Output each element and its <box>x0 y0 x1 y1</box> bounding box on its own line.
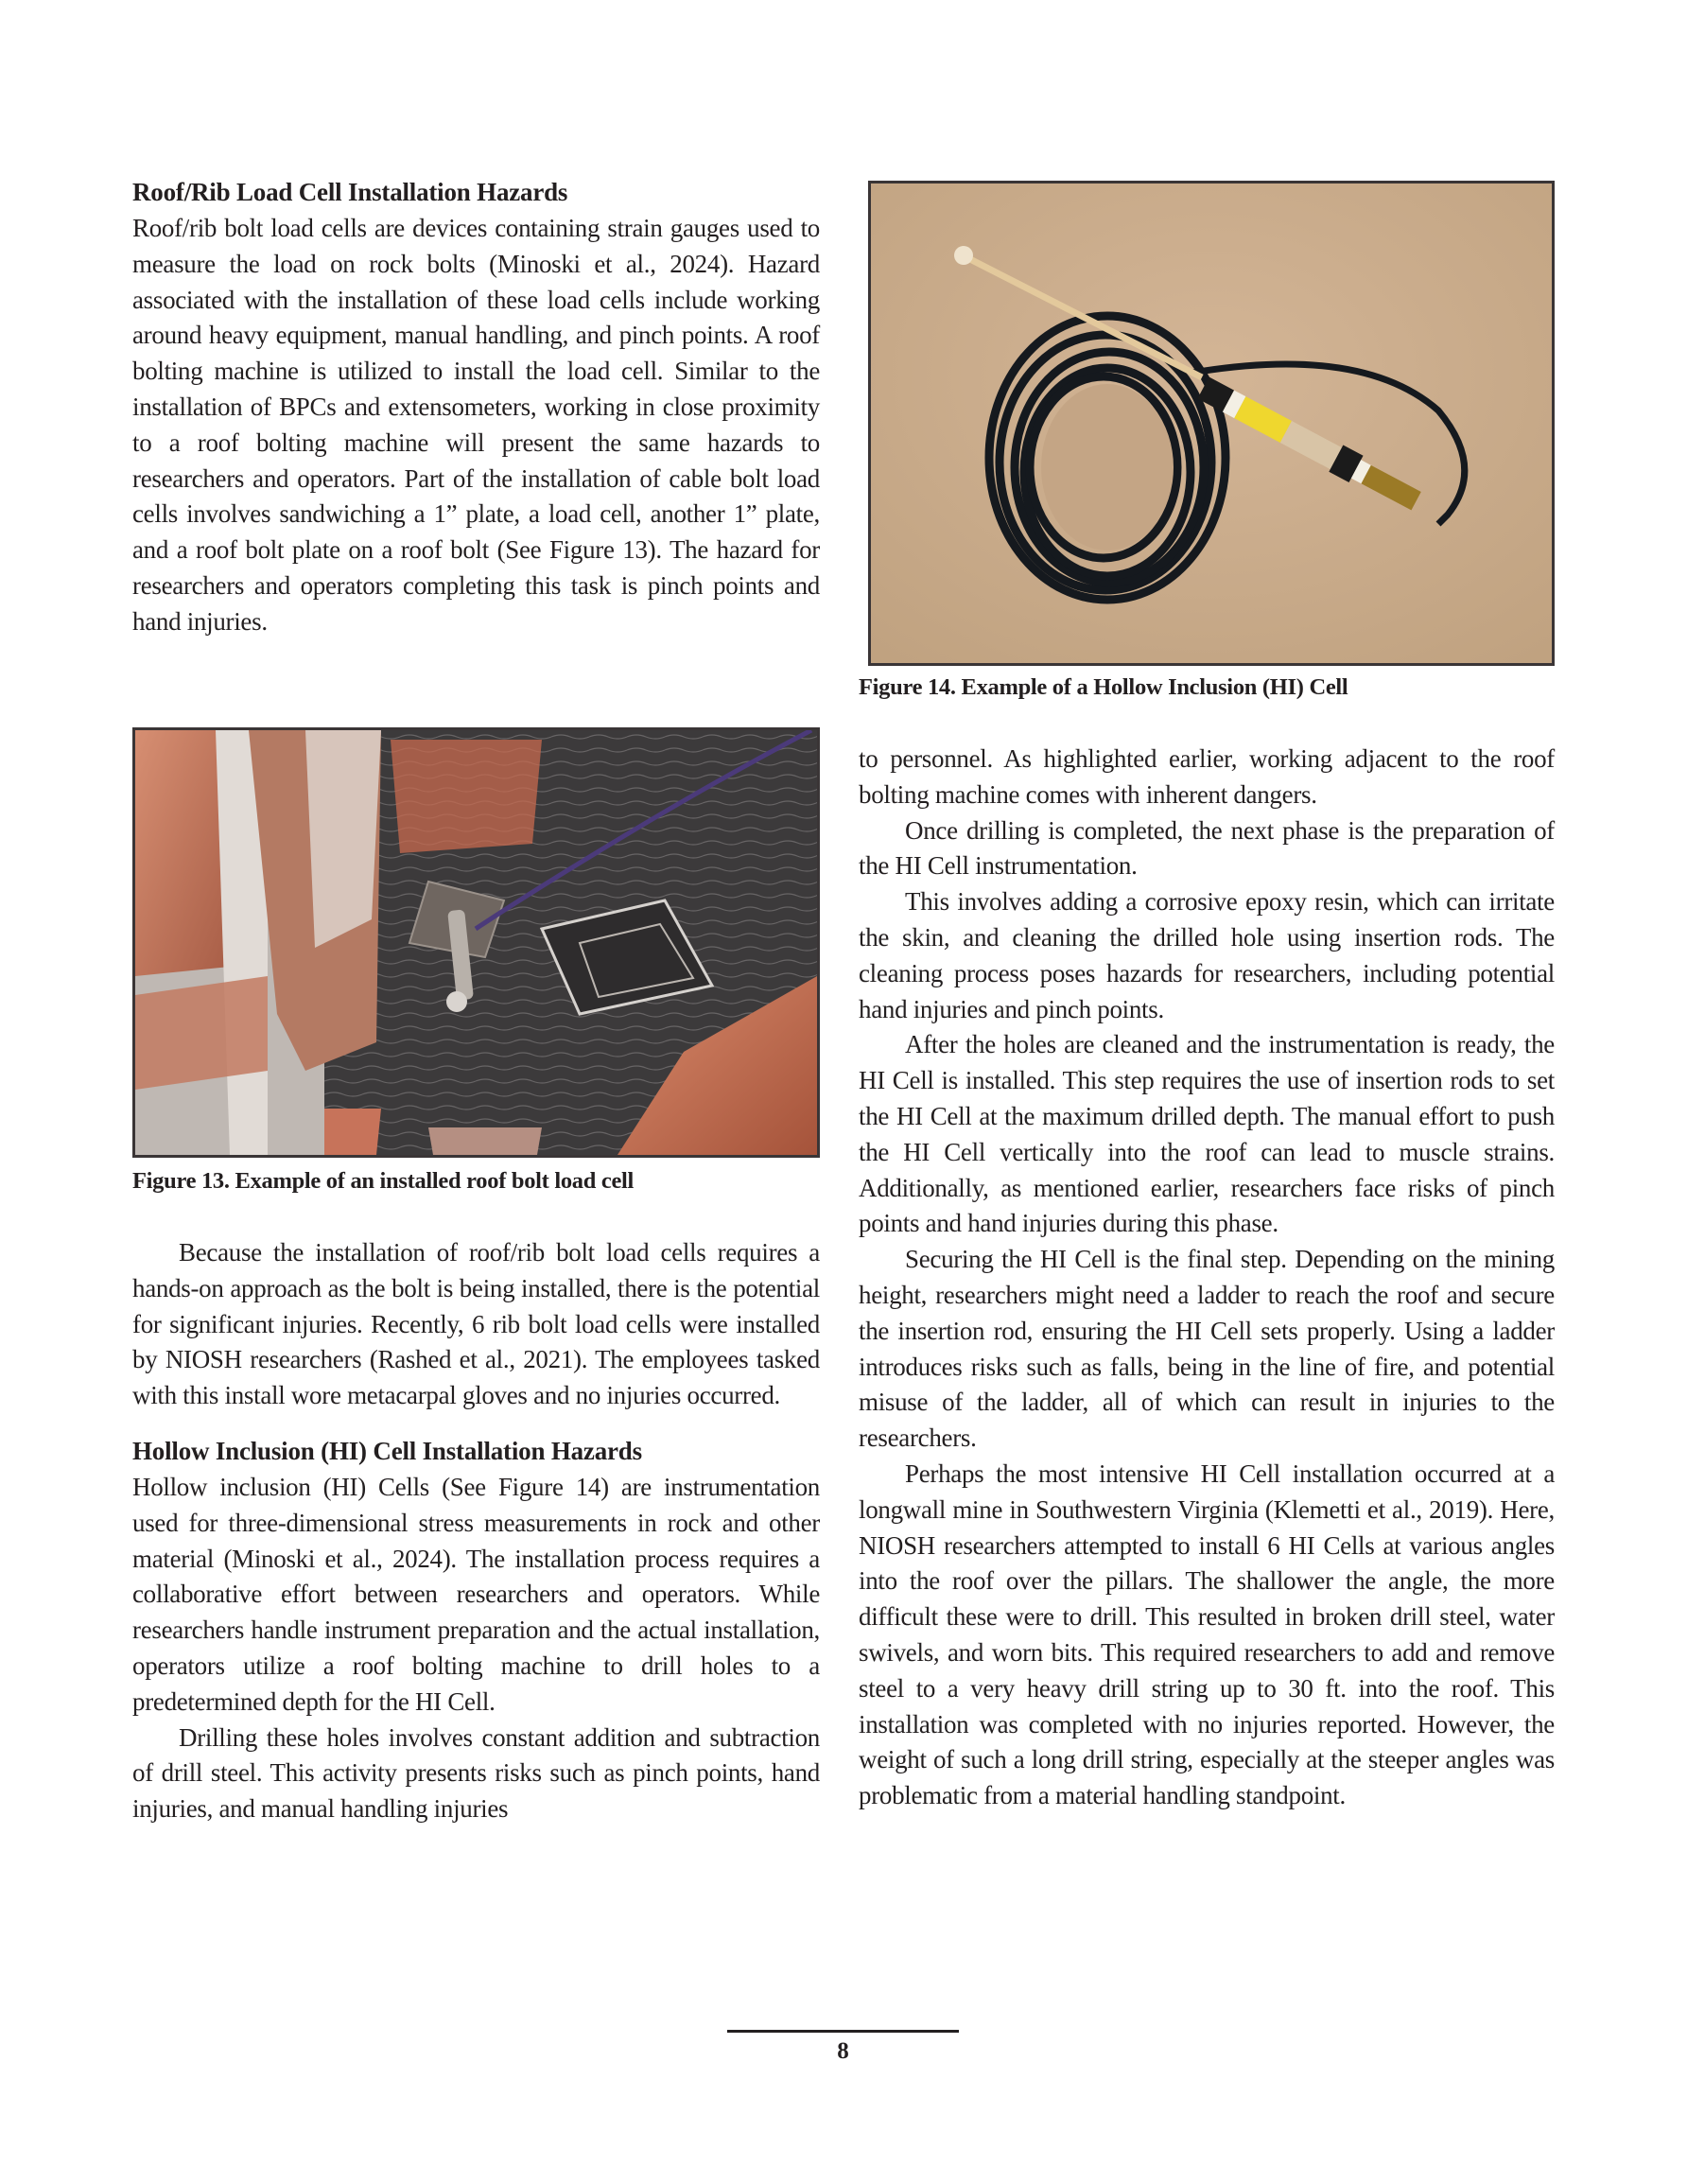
page-number: 8 <box>837 2038 849 2064</box>
paragraph-personnel: to personnel. As highlighted earlier, working adjacent to the roof bolting machine comes with inherent dangers. <box>859 744 1555 809</box>
section-heading-hi-cell: Hollow Inclusion (HI) Cell Installation Hazards <box>132 1436 642 1465</box>
paragraph-roof-rib-injuries: Because the installation of roof/rib bolt load cells requires a hands-on approach as the bolt is being installed, there is the potential for significant injuries. Recently, 6 rib bolt load cells were installed by NIOSH researchers (Rashed et al., 2021). The employees tasked with this install wore metacarpal gloves and no injuries occurred. <box>132 1238 820 1410</box>
hollow-inclusion-cell-photo <box>871 183 1552 663</box>
paragraph-securing: Securing the HI Cell is the final step. Depending on the mining height, researchers might need a ladder to reach the roof and secure the insertion rod, ensuring the HI Cell sets properly. Using a ladder introduces risks such as falls, being in the line of fire, and potential misuse of the ladder, all of which can result in injuries to the researchers. <box>859 1245 1555 1453</box>
paragraph-epoxy: This involves adding a corrosive epoxy resin, which can irritate the skin, and cleaning the drilled hole using insertion rods. The cleaning process poses hazards for researchers, including potential hand injuries and pinch points. <box>859 887 1555 1023</box>
paragraph-installation: After the holes are cleaned and the instrumentation is ready, the HI Cell is installed. This step requires the use of insertion rods to set the HI Cell at the maximum drilled depth. The manual effort to push the HI Cell vertically into the roof can lead to muscle strains. Additionally, as mentioned earlier, researchers face risks of pinch points and hand injuries during this phase. <box>859 1030 1555 1238</box>
figure-13-image <box>132 727 820 1158</box>
footer-rule <box>727 2030 959 2033</box>
section-heading-roof-rib-load-cell: Roof/Rib Load Cell Installation Hazards <box>132 178 568 206</box>
paragraph-preparation: Once drilling is completed, the next phase is the preparation of the HI Cell instrumentation. <box>859 815 1555 881</box>
paragraph-roof-rib-intro: Roof/rib bolt load cells are devices containing strain gauges used to measure the load on rock bolts (Minoski et al., 2024). Hazard associated with the installation of these load cells include working around heavy equipment, manual handling, and pinch points. A roof bolting machine is utilized to install the load cell. Similar to the installation of BPCs and extensometers, working in close proximity to a roof bolting machine will present the same hazards to researchers and operators. Part of the installation of cable bolt load cells involves sandwiching a 1” plate, a load cell, another 1” plate, and a roof bolt plate on a roof bolt (See Figure 13). The hazard for researchers and operators completing this task is pinch points and hand injuries. <box>132 214 820 636</box>
left-column-top <box>132 174 820 640</box>
right-column-text <box>859 742 1555 1814</box>
left-column-bottom <box>132 1235 820 1827</box>
paragraph-longwall-case: Perhaps the most intensive HI Cell installation occurred at a longwall mine in Southwestern Virginia (Klemetti et al., 2019). Here, NIOSH researchers attempted to install 6 HI Cells at various angles into the roof over the pillars. The shallower the angle, the more difficult these were to drill. This resulted in broken drill steel, water swivels, and worn bits. This required researchers to add and remove steel to a very heavy drill string up to 30 ft. into the roof. This installation was completed with no injuries reported. However, the weight of such a long drill string, especially at the steeper angles was problematic from a material handling standpoint. <box>859 1459 1555 1810</box>
roof-bolt-load-cell-photo <box>135 730 817 1155</box>
figure-14-caption: Figure 14. Example of a Hollow Inclusion (HI) Cell <box>859 674 1348 700</box>
figure-14-image <box>868 181 1555 666</box>
figure-13-caption: Figure 13. Example of an installed roof bolt load cell <box>132 1168 635 1194</box>
paragraph-hi-cell-intro: Hollow inclusion (HI) Cells (See Figure 14) are instrumentation used for three-dimensional stress measurements in rock and other material (Minoski et al., 2024). The installation process requires a collaborative effort between researchers and operators. While researchers handle instrument preparation and the actual installation, operators utilize a roof bolting machine to drill holes to a predetermined depth for the HI Cell. <box>132 1472 820 1716</box>
paragraph-drilling: Drilling these holes involves constant addition and subtraction of drill steel. This activity presents risks such as pinch points, hand injuries, and manual handling injuries <box>132 1722 820 1824</box>
